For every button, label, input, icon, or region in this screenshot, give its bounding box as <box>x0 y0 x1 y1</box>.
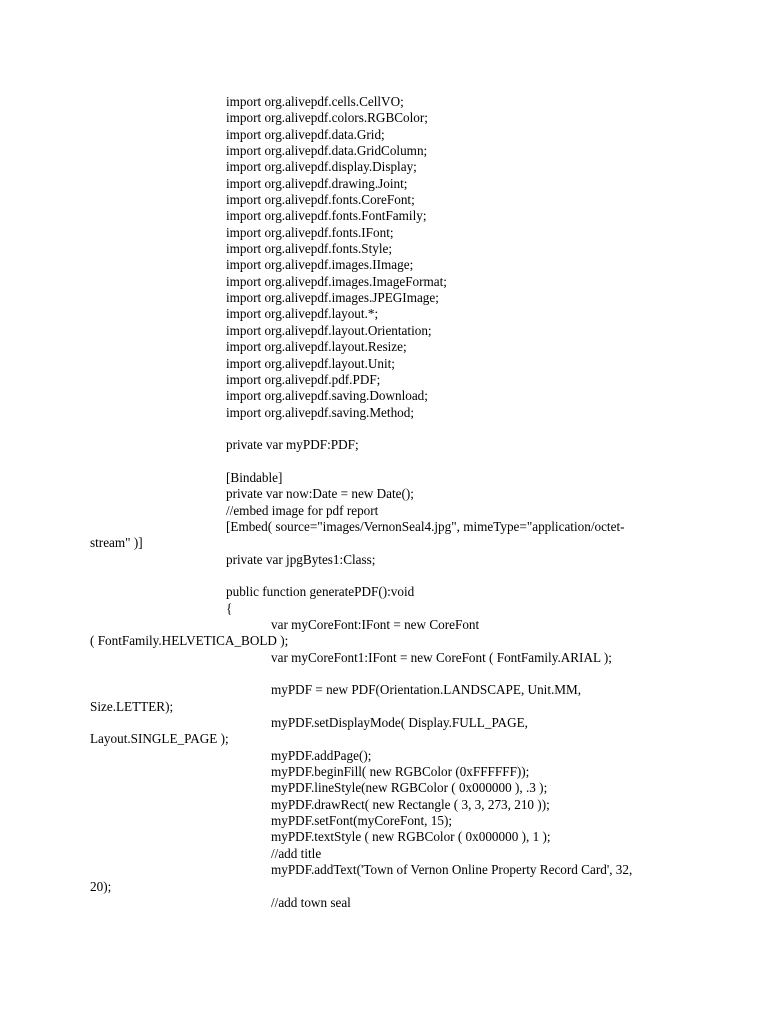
import-line: import org.alivepdf.drawing.Joint; <box>226 175 408 191</box>
add-text-statement: myPDF.addText('Town of Vernon Online Property Record Card', 32, <box>271 862 633 878</box>
new-pdf-statement-wrap: Size.LETTER); <box>90 698 174 714</box>
function-open-brace: { <box>226 600 233 616</box>
line-style-statement: myPDF.lineStyle(new RGBColor ( 0x000000 ), .3 ); <box>271 780 548 796</box>
blank-line <box>90 568 670 584</box>
embed-metadata: [Embed( source="images/VernonSeal4.jpg", mimeType="application/octet- <box>226 518 625 534</box>
embed-metadata-wrap: stream" )] <box>90 535 143 551</box>
jpg-bytes-declaration: private var jpgBytes1:Class; <box>226 551 376 567</box>
import-line: import org.alivepdf.fonts.CoreFont; <box>226 192 415 208</box>
date-variable-declaration: private var now:Date = new Date(); <box>226 486 414 502</box>
set-font-statement: myPDF.setFont(myCoreFont, 15); <box>271 813 453 829</box>
import-line: import org.alivepdf.data.GridColumn; <box>226 143 428 159</box>
blank-line <box>90 454 670 470</box>
blank-line <box>90 421 670 437</box>
add-text-statement-wrap: 20); <box>90 878 112 894</box>
import-line: import org.alivepdf.data.Grid; <box>226 126 385 142</box>
import-line: import org.alivepdf.pdf.PDF; <box>226 371 381 387</box>
function-signature: public function generatePDF():void <box>226 584 415 600</box>
new-pdf-statement: myPDF = new PDF(Orientation.LANDSCAPE, Unit.MM, <box>271 682 582 698</box>
core-font1-statement: var myCoreFont1:IFont = new CoreFont ( FontFamily.ARIAL ); <box>271 649 612 665</box>
import-line: import org.alivepdf.images.ImageFormat; <box>226 273 447 289</box>
begin-fill-statement: myPDF.beginFill( new RGBColor (0xFFFFFF)); <box>271 764 530 780</box>
import-line: import org.alivepdf.fonts.IFont; <box>226 224 394 240</box>
add-seal-comment: //add town seal <box>271 894 351 910</box>
import-line: import org.alivepdf.images.JPEGImage; <box>226 290 439 306</box>
import-block <box>90 94 670 421</box>
import-line: import org.alivepdf.layout.Orientation; <box>226 322 432 338</box>
import-line: import org.alivepdf.display.Display; <box>226 159 417 175</box>
display-mode-statement: myPDF.setDisplayMode( Display.FULL_PAGE, <box>271 715 528 731</box>
blank-line <box>90 666 670 682</box>
import-line: import org.alivepdf.layout.Resize; <box>226 339 407 355</box>
import-line: import org.alivepdf.cells.CellVO; <box>226 94 404 109</box>
import-line: import org.alivepdf.saving.Download; <box>226 388 428 404</box>
core-font-statement-wrap: ( FontFamily.HELVETICA_BOLD ); <box>90 633 289 649</box>
add-page-statement: myPDF.addPage(); <box>271 747 372 763</box>
import-line: import org.alivepdf.layout.Unit; <box>226 355 395 371</box>
import-line: import org.alivepdf.fonts.Style; <box>226 241 393 257</box>
display-mode-statement-wrap: Layout.SINGLE_PAGE ); <box>90 731 229 747</box>
import-line: import org.alivepdf.layout.*; <box>226 306 379 322</box>
code-listing <box>90 94 670 911</box>
add-title-comment: //add title <box>271 845 322 861</box>
import-line: import org.alivepdf.fonts.FontFamily; <box>226 208 427 224</box>
embed-comment: //embed image for pdf report <box>226 502 379 518</box>
text-style-statement: myPDF.textStyle ( new RGBColor ( 0x000000 ), 1 ); <box>271 829 551 845</box>
pdf-variable-declaration: private var myPDF:PDF; <box>226 437 359 453</box>
bindable-metadata: [Bindable] <box>226 469 283 485</box>
draw-rect-statement: myPDF.drawRect( new Rectangle ( 3, 3, 273, 210 )); <box>271 796 550 812</box>
core-font-statement: var myCoreFont:IFont = new CoreFont <box>271 617 480 632</box>
import-line: import org.alivepdf.saving.Method; <box>226 404 415 420</box>
import-line: import org.alivepdf.images.IImage; <box>226 257 414 273</box>
import-line: import org.alivepdf.colors.RGBColor; <box>226 110 428 126</box>
